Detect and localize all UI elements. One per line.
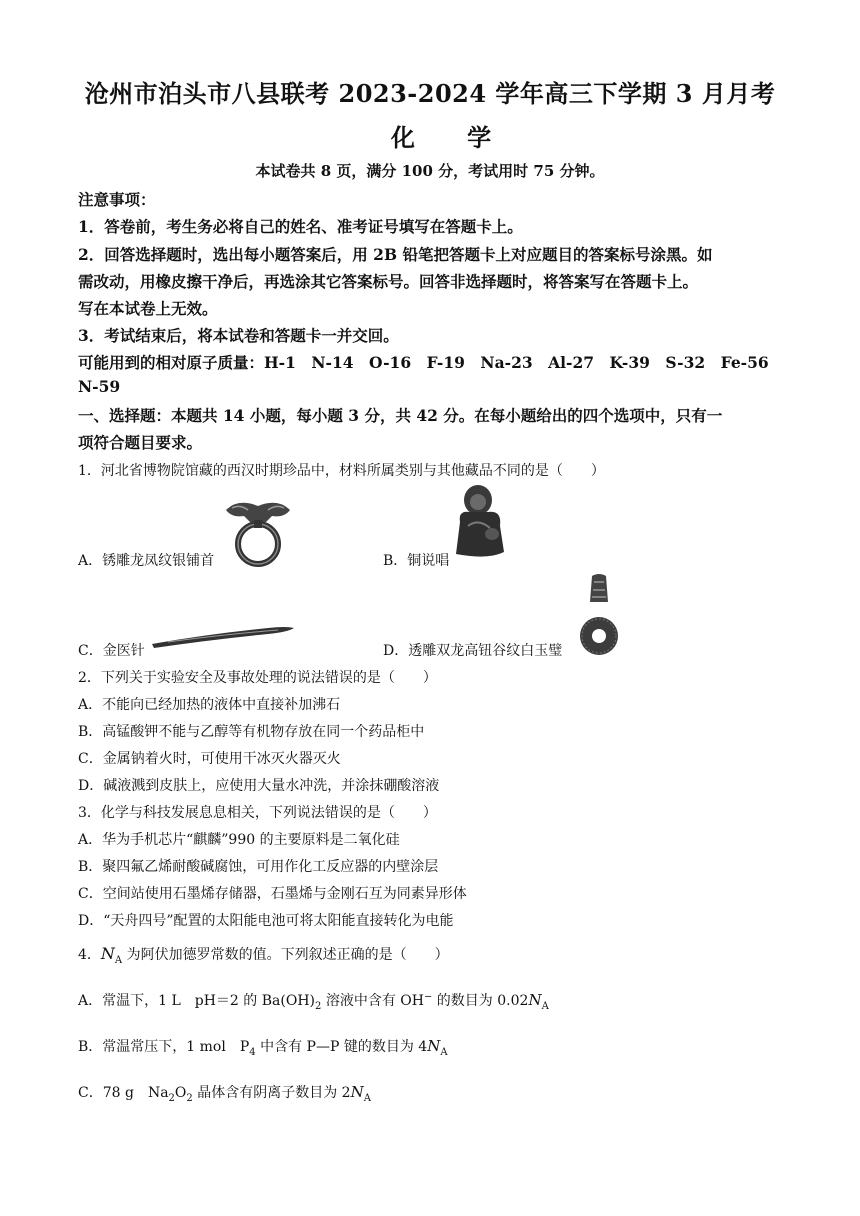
q4-c-sub-1: 2 [168,1092,175,1104]
q4-b-sub: 4 [249,1046,256,1058]
q4-stem-text: 为阿伏加德罗常数的值。下列叙述正确的是（ ） [126,947,449,963]
q4-b-text-2: 中含有 P—P 键的数目为 4 [255,1039,428,1055]
q2-option-c: C．金属钠着火时，可使用干冰灭火器灭火 [78,751,341,767]
q1-stem: 1．河北省博物院馆藏的西汉时期珍品中，材料所属类别与其他藏品不同的是（ ） [78,463,605,479]
q4-a-na-sub: A [541,1000,549,1012]
exam-info: 本试卷共 8 页，满分 100 分，考试用时 75 分钟。 [255,162,605,180]
q4-number: 4． [78,947,101,963]
notes-item-2-line-3: 写在本试卷上无效。 [78,299,218,318]
q4-a-text-1: A．常温下，1 L pH＝2 的 Ba(OH) [78,993,315,1009]
q3-option-c: C．空间站使用石墨烯存储器，石墨烯与金刚石互为同素异形体 [78,886,467,902]
bronze-figure-image [448,482,510,562]
silver-knocker-image [218,496,298,570]
atomic-masses-line-2: N-59 [78,377,121,396]
notes-item-3: 3．考试结束后，将本试卷和答题卡一并交回。 [78,326,399,345]
jade-bi-disc-image [578,572,620,668]
avogadro-subscript: A [114,954,123,966]
atomic-masses-line-1: 可能用到的相对原子质量：H-1 N-14 O-16 F-19 Na-23 Al-27 K-39 S-32 Fe-56 [78,353,769,372]
q4-a-text-3: 的数目为 0.02 [432,993,529,1009]
exam-title: 沧州市泊头市八县联考 2023-2024 学年高三下学期 3 月月考 [84,79,776,108]
subject-title: 化 学 [390,123,514,152]
gold-needle-image [148,622,298,652]
q4-c-sub-2: 2 [186,1092,193,1104]
notes-item-2-line-1: 2．回答选择题时，选出每小题答案后，用 2B 铅笔把答题卡上对应题目的答案标号涂黑。如 [78,245,713,264]
avogadro-symbol: N [100,944,115,963]
q1-option-d: D．透雕双龙高钮谷纹白玉璧 [383,643,563,659]
q3-stem: 3．化学与科技发展息息相关，下列说法错误的是（ ） [78,805,437,821]
q4-option-c [78,1082,371,1104]
q3-option-b: B．聚四氟乙烯耐酸碱腐蚀，可用作化工反应器的内壁涂层 [78,859,439,875]
q4-b-text-1: B．常温常压下，1 mol P [78,1039,250,1055]
q4-b-na: N [427,1037,441,1055]
q4-b-na-sub: A [440,1046,448,1058]
q4-a-text-2: 溶液中含有 OH [321,993,424,1009]
notes-heading: 注意事项： [78,190,156,209]
q3-option-a: A．华为手机芯片“麒麟”990 的主要原料是二氧化硅 [78,832,400,848]
q4-a-na: N [528,991,542,1009]
q2-option-a: A．不能向已经加热的液体中直接补加沸石 [78,697,341,713]
q2-option-b: B．高锰酸钾不能与乙醇等有机物存放在同一个药品柜中 [78,724,425,740]
q4-c-na-sub: A [363,1092,371,1104]
notes-item-1: 1．答卷前，考生务必将自己的姓名、准考证号填写在答题卡上。 [78,217,523,236]
q1-option-c: C．金医针 [78,643,145,659]
q1-option-a: A．锈雕龙凤纹银铺首 [78,553,215,569]
q1-option-b: B．铜说唱 [383,553,450,569]
q2-stem: 2．下列关于实验安全及事故处理的说法错误的是（ ） [78,670,437,686]
q4-option-a [78,990,549,1012]
q3-option-d: D．“天舟四号”配置的太阳能电池可将太阳能直接转化为电能 [78,913,454,929]
q4-stem [78,944,449,966]
q4-c-text-2: O [174,1085,187,1101]
q4-c-na: N [350,1083,364,1101]
q4-c-text-3: 晶体含有阴离子数目为 2 [192,1085,351,1101]
section-heading-line-1: 一、选择题：本题共 14 小题，每小题 3 分，共 42 分。在每小题给出的四个选项中，只有一 [78,406,723,425]
q4-c-text-1: C．78 g Na [78,1085,169,1101]
q2-option-d: D．碱液溅到皮肤上，应使用大量水冲洗，并涂抹硼酸溶液 [78,778,440,794]
q4-option-b [78,1036,448,1058]
notes-item-2-line-2: 需改动，用橡皮擦干净后，再选涂其它答案标号。回答非选择题时，将答案写在答题卡上。 [78,272,699,291]
q4-a-sup: − [423,991,433,1003]
q4-a-sub: 2 [315,1000,322,1012]
section-heading-line-2: 项符合题目要求。 [78,433,203,452]
